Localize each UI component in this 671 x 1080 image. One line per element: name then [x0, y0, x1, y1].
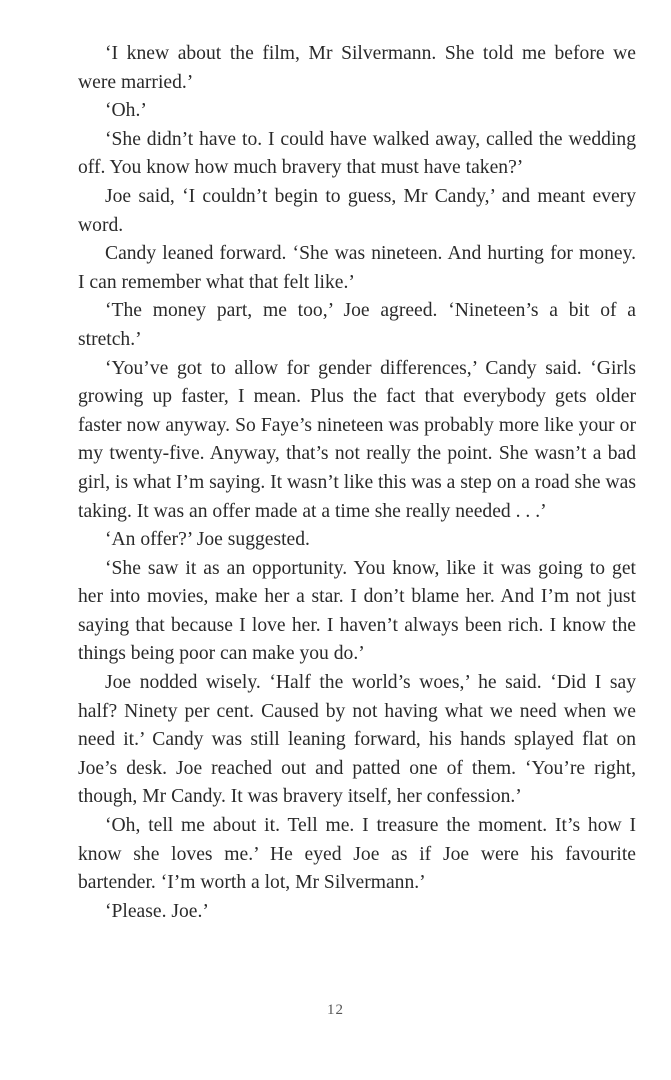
paragraph: ‘She didn’t have to. I could have walked away, called the wedding off. You know how much bravery that must have taken?’: [78, 128, 636, 179]
paragraph: ‘You’ve got to allow for gender differences,’ Candy said. ‘Girls growing up faster, I mean. Plus the fact that everybody gets older faster now anyway. So Faye’s nineteen was probably more like your or my twenty-five. Anyway, that’s not really the point. She wasn’t a bad girl, is what I’m saying. It wasn’t like this was a step on a road she was taking. It was an offer made at a time she really needed . . .’: [78, 357, 636, 522]
paragraph: ‘I knew about the film, Mr Silvermann. She told me before we were married.’: [78, 43, 636, 93]
paragraph: ‘She saw it as an opportunity. You know, like it was going to get her into movies, make her a star. I don’t blame her. And I’m not just saying that because I love her. I haven’t always been rich. I know the things being poor can make you do.’: [78, 557, 636, 665]
paragraph: ‘An offer?’ Joe suggested.: [105, 529, 310, 551]
paragraph: Candy leaned forward. ‘She was nineteen. And hurting for money. I can remember what that felt like.’: [78, 243, 636, 293]
paragraph: Joe nodded wisely. ‘Half the world’s woes,’ he said. ‘Did I say half? Ninety per cent. Caused by not having what we need when we need it.’ Candy was still leaning forward, his hands splayed flat on Joe’s desk. Joe reached out and patted one of them. ‘You’re right, though, Mr Candy. It was bravery itself, her confession.’: [78, 672, 636, 808]
page-number: 12: [327, 1002, 344, 1018]
paragraph: ‘Please. Joe.’: [105, 900, 209, 922]
paragraph: ‘The money part, me too,’ Joe agreed. ‘Nineteen’s a bit of a stretch.’: [78, 300, 636, 350]
paragraph: ‘Oh.’: [105, 100, 147, 122]
paragraph: Joe said, ‘I couldn’t begin to guess, Mr Candy,’ and meant every word.: [78, 185, 636, 236]
book-page-text: [78, 40, 636, 926]
paragraph: ‘Oh, tell me about it. Tell me. I treasure the moment. It’s how I know she loves me.’ He eyed Joe as if Joe were his favourite bartender. ‘I’m worth a lot, Mr Silvermann.’: [78, 815, 636, 894]
